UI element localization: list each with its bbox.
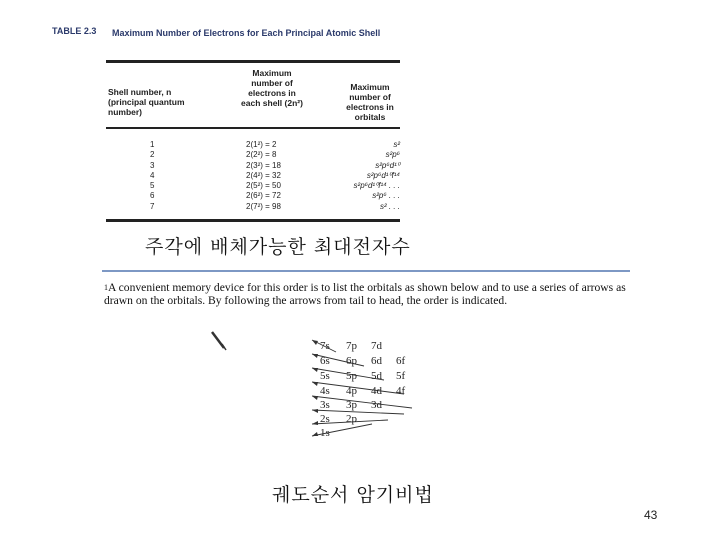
orbital-label: 7d xyxy=(371,340,382,352)
orbital-label: 4f xyxy=(396,385,406,397)
shell-number: 6 xyxy=(150,191,155,201)
pen-mark-icon xyxy=(210,330,230,352)
table-title: Maximum Number of Electrons for Each Principal Atomic Shell xyxy=(112,28,381,38)
shell-number: 1 xyxy=(150,140,155,149)
orbital-config: s² xyxy=(393,140,400,149)
orbital-config: s²p⁶ xyxy=(385,150,400,160)
orbital-label: 3p xyxy=(346,399,357,411)
header-shell-number: Shell number, n (principal quantum number) xyxy=(108,87,185,117)
shell-formula: 2(7²) = 98 xyxy=(246,201,281,211)
shell-number: 7 xyxy=(150,201,155,211)
orbital-label: 5d xyxy=(371,370,382,382)
orbital-label: 5f xyxy=(396,370,406,382)
orbital-label: 2s xyxy=(320,413,330,425)
shell-formula: 2(2²) = 8 xyxy=(246,150,277,160)
caption-bottom: 궤도순서 암기비법 xyxy=(272,484,434,506)
orbital-label: 4s xyxy=(320,385,330,397)
footnote-mark: 1 xyxy=(104,283,108,292)
orbital-label: 3d xyxy=(371,399,382,411)
orbital-label: 6d xyxy=(371,355,382,367)
header-max-electrons-shell: Maximum number of electrons in each shell (2n²) xyxy=(241,68,303,108)
shell-formula: 2(1²) = 2 xyxy=(246,140,277,149)
orbital-config: s²p⁶d¹⁰f¹⁴ xyxy=(366,170,400,180)
orbital-config: s²p⁶ . . . xyxy=(372,191,400,201)
orbital-label: 6f xyxy=(396,355,406,367)
shell-formula: 2(4²) = 32 xyxy=(246,170,281,180)
shell-formula: 2(5²) = 50 xyxy=(246,181,281,191)
table-label: TABLE 2.3 xyxy=(52,26,97,36)
orbital-label: 5s xyxy=(320,370,330,382)
shell-number: 5 xyxy=(150,181,155,191)
orbital-label: 5p xyxy=(346,370,357,382)
orbital-config: s²p⁶d¹⁰f¹⁴ . . . xyxy=(353,181,400,191)
shell-number: 2 xyxy=(150,150,155,160)
orbital-label: 7p xyxy=(346,340,357,352)
caption-top: 주각에 배체가능한 최대전자수 xyxy=(145,236,411,258)
orbital-label: 6p xyxy=(346,355,357,367)
shell-number: 4 xyxy=(150,170,155,180)
shell-formula: 2(3²) = 18 xyxy=(246,160,281,170)
orbital-label: 6s xyxy=(320,355,330,367)
orbital-label: 4d xyxy=(371,385,382,397)
orbital-config: s² . . . xyxy=(380,201,400,211)
page-number: 43 xyxy=(644,508,658,522)
shell-number: 3 xyxy=(150,160,155,170)
orbital-label: 7s xyxy=(320,340,330,352)
orbital-label: 1s xyxy=(320,427,330,439)
orbital-label: 4p xyxy=(346,385,357,397)
shell-formula: 2(6²) = 72 xyxy=(246,191,281,201)
footnote-text: A convenient memory device for this order is to list the orbitals as shown below and to use a series of arrows as drawn on the orbitals. By following the arrows from tail to head, the order is indicated. xyxy=(104,281,626,307)
header-max-electrons-orbitals: Maximum number of electrons in orbitals xyxy=(346,82,394,122)
orbital-config: s²p⁶d¹⁰ xyxy=(375,160,400,170)
orbital-label: 3s xyxy=(320,399,330,411)
orbital-label: 2p xyxy=(346,413,357,425)
